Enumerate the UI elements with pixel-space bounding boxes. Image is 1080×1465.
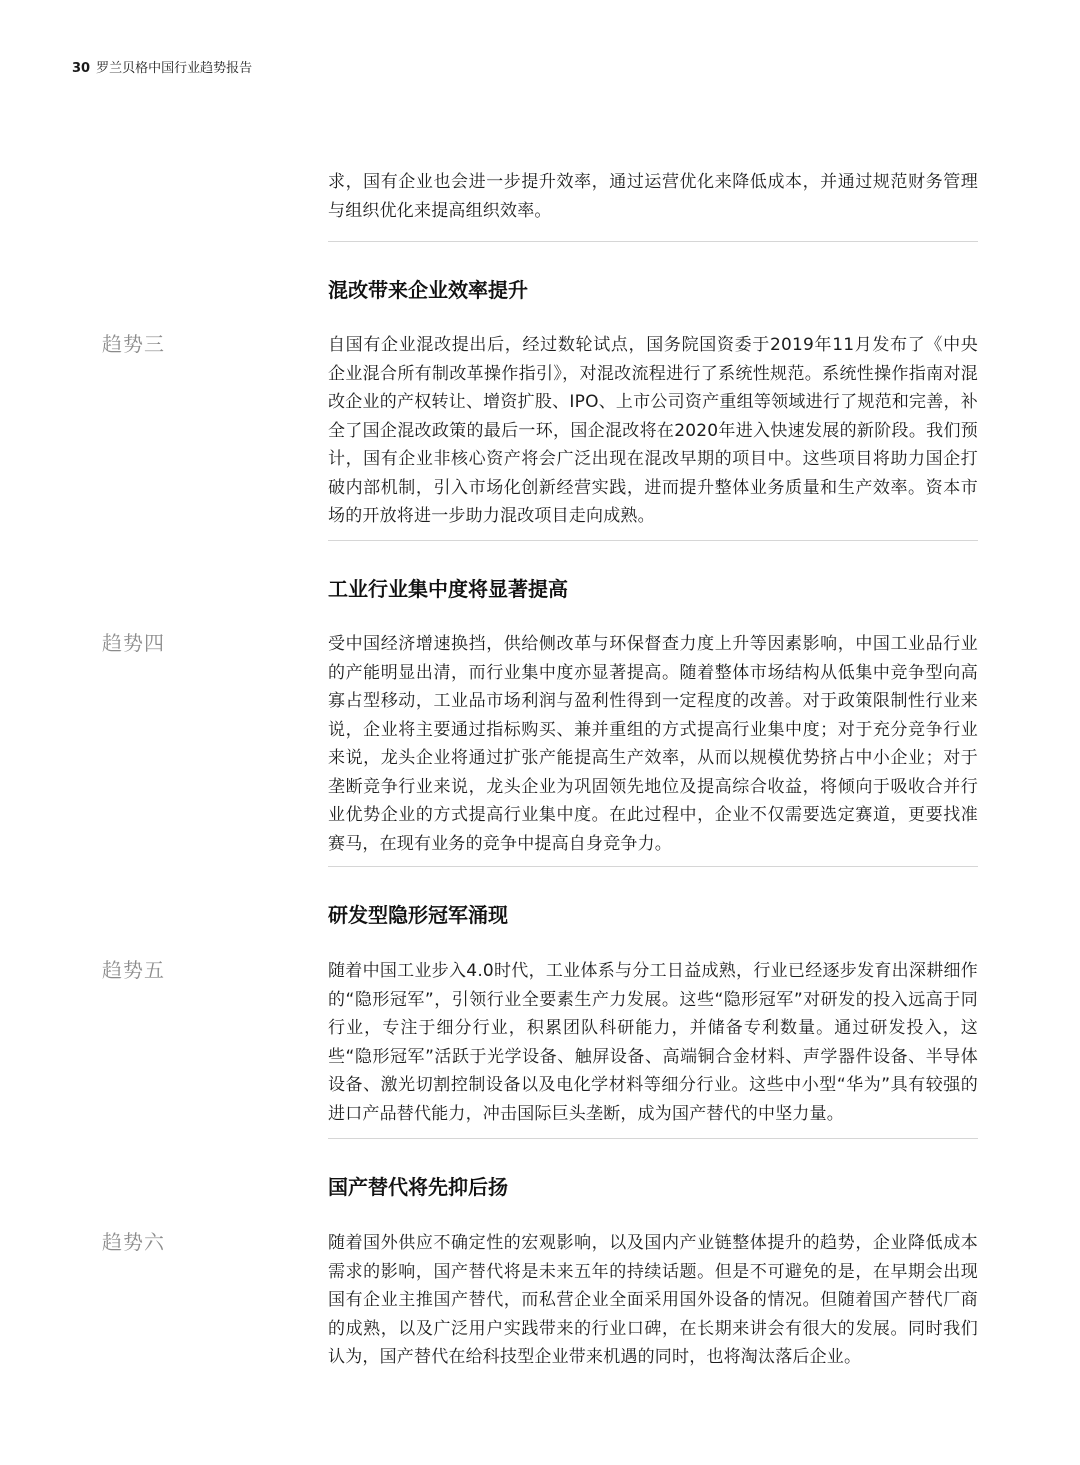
page-number: 30 xyxy=(72,61,91,76)
section-title-trend-4: 工业行业集中度将显著提高 xyxy=(328,577,568,601)
section-body-trend-4 xyxy=(328,630,978,858)
section-divider xyxy=(328,1138,978,1139)
section-divider xyxy=(328,241,978,242)
section-title-trend-5: 研发型隐形冠军涌现 xyxy=(328,903,508,927)
trend-label-4: 趋势四 xyxy=(102,631,165,655)
section-paragraph: 受中国经济增速换挡，供给侧改革与环保督查力度上升等因素影响，中国工业品行业的产能明显出清，而行业集中度亦显著提高。随着整体市场结构从低集中竞争型向高寡占型移动，工业品市场利润与盈利性得到一定程度的改善。对于政策限制性行业来说，企业将主要通过指标购买、兼并重组的方式提高行业集中度；对于充分竞争行业来说，龙头企业将通过扩张产能提高生产效率，从而以规模优势挤占中小企业；对于垄断竞争行业来说，龙头企业为巩固领先地位及提高综合收益，将倾向于吸收合并行业优势企业的方式提高行业集中度。在此过程中，企业不仅需要选定赛道，更要找准赛马，在现有业务的竞争中提高自身竞争力。 xyxy=(328,634,978,854)
section-divider xyxy=(328,866,978,867)
intro-paragraph: 求，国有企业也会进一步提升效率，通过运营优化来降低成本，并通过规范财务管理与组织优化来提高组织效率。 xyxy=(328,172,978,221)
section-title-trend-3: 混改带来企业效率提升 xyxy=(328,278,528,302)
trend-label-6: 趋势六 xyxy=(102,1230,165,1254)
trend-label-3: 趋势三 xyxy=(102,332,165,356)
section-body-trend-3 xyxy=(328,331,978,531)
section-paragraph: 随着中国工业步入4.0时代，工业体系与分工日益成熟，行业已经逐步发育出深耕细作的“隐形冠军”，引领行业全要素生产力发展。这些“隐形冠军”对研发的投入远高于同行业，专注于细分行业，积累团队科研能力，并储备专利数量。通过研发投入，这些“隐形冠军”活跃于光学设备、触屏设备、高端铜合金材料、声学器件设备、半导体设备、激光切割控制设备以及电化学材料等细分行业。这些中小型“华为”具有较强的进口产品替代能力，冲击国际巨头垄断，成为国产替代的中坚力量。 xyxy=(328,961,978,1124)
section-divider xyxy=(328,540,978,541)
page-header xyxy=(72,60,252,78)
section-paragraph: 随着国外供应不确定性的宏观影响，以及国内产业链整体提升的趋势，企业降低成本需求的影响，国产替代将是未来五年的持续话题。但是不可避免的是，在早期会出现国有企业主推国产替代，而私营企业全面采用国外设备的情况。但随着国产替代厂商的成熟，以及广泛用户实践带来的行业口碑，在长期来讲会有很大的发展。同时我们认为，国产替代在给科技型企业带来机遇的同时，也将淘汰落后企业。 xyxy=(328,1233,978,1367)
section-body-trend-5 xyxy=(328,957,978,1128)
intro-paragraph-block xyxy=(328,168,978,225)
trend-label-5: 趋势五 xyxy=(102,958,165,982)
section-title-trend-6: 国产替代将先抑后扬 xyxy=(328,1175,508,1199)
section-paragraph: 自国有企业混改提出后，经过数轮试点，国务院国资委于2019年11月发布了《中央企业混合所有制改革操作指引》，对混改流程进行了系统性规范。系统性操作指南对混改企业的产权转让、增资扩股、IPO、上市公司资产重组等领域进行了规范和完善，补全了国企混改政策的最后一环，国企混改将在2020年进入快速发展的新阶段。我们预计，国有企业非核心资产将会广泛出现在混改早期的项目中。这些项目将助力国企打破内部机制，引入市场化创新经营实践，进而提升整体业务质量和生产效率。资本市场的开放将进一步助力混改项目走向成熟。 xyxy=(328,335,978,526)
report-title: 罗兰贝格中国行业趋势报告 xyxy=(96,61,253,76)
section-body-trend-6 xyxy=(328,1229,978,1372)
